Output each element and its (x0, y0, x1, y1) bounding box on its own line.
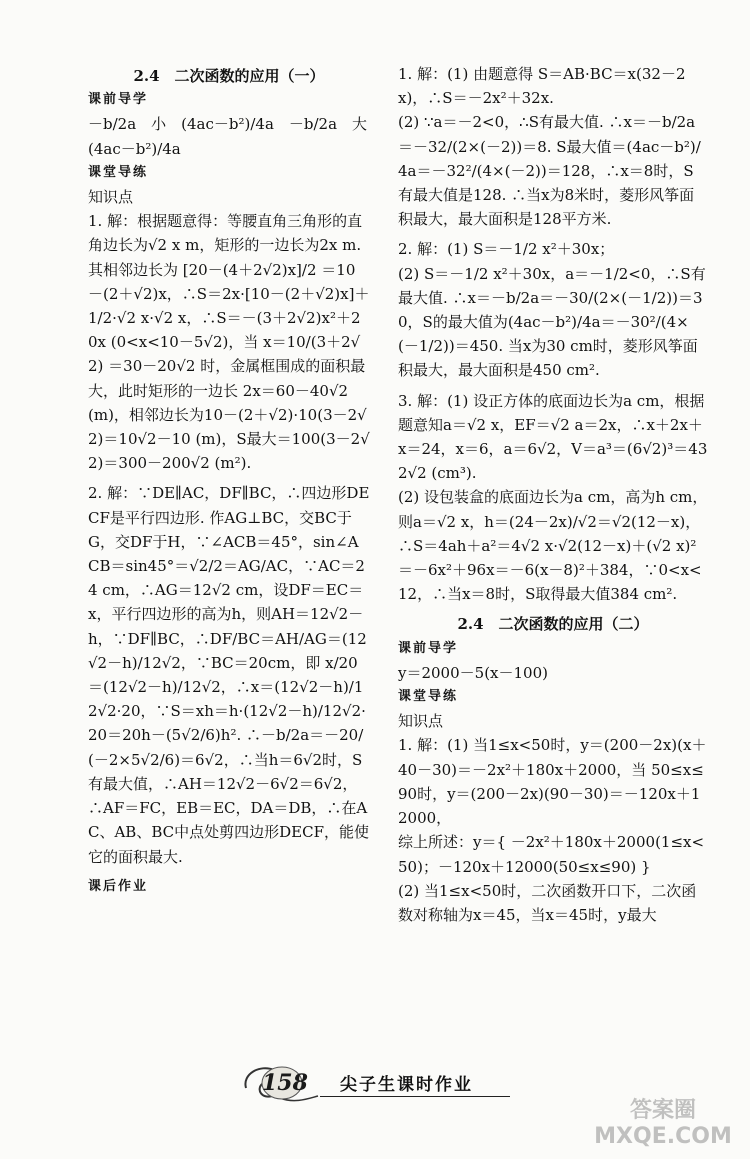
book-brand: 尖子生课时作业 (340, 1075, 473, 1095)
pre-study-answers: －b/2a 小 (4ac－b²)/4a －b/2a 大 (4ac－b²)/4a (88, 115, 383, 158)
solution-1-intro: 1. 解：根据题意得：等腰直角三角形的直角边长为√2 x m，矩形的一边长为2x m. (88, 212, 363, 255)
site-watermark (583, 1098, 743, 1154)
page-number: 158 (262, 1070, 308, 1096)
section-title-2-4-two: 2.4 二次函数的应用（二） (457, 615, 649, 634)
solution-b1-part2: (2) 当1≤x<50时，二次函数开口下，二次函数对称轴为x＝45，当x＝45时，y最大 (398, 881, 697, 924)
pre-study-formula: y＝2000－5(x－100) (398, 663, 548, 682)
heading-knowledge-2: 知识点 (398, 712, 444, 731)
section-title-2-4-one: 2.4 二次函数的应用（一） (133, 67, 325, 85)
solution-1-body: 其相邻边长为 [20－(4＋2√2)x]/2 ＝10－(2＋√2)x，∴S＝2x·[10－(2＋√2)x]＋1/2·√2 x·√2 x，∴S＝－(3＋2√2)x²＋20x (0<x<10－5√2)，当 x＝10/(3＋2√2) ＝30－20√2 时，金属框围成的面积最大，此时矩形的一边长 2x＝60－40√2 (m)，相邻边长为10－(2＋√2)·10(3－2√2)＝10√2－10 (m)，S最大＝100(3－2√2)＝300－200√2 (m²). (88, 260, 370, 473)
solution-r3-part1: 3. 解：(1) 设正方体的底面边长为a cm，根据题意知a＝√2 x，EF＝√2 a＝2x，∴x＋2x＋x＝24，x＝6，a＝6√2，V＝a³＝(6√2)³＝432√2 (cm³). (398, 391, 708, 483)
solution-r2-part2: (2) S＝－1/2 x²＋30x，a＝－1/2<0，∴S有最大值. ∴x＝－b/2a＝－30/(2×(－1/2))＝30，S的最大值为(4ac－b²)/4a＝－30²/(4×(－1/2))＝450. 当x为30 cm时，菱形风筝面积最大，最大面积是450 cm². (398, 264, 706, 380)
solution-r1-part2: (2) ∵a＝－2<0，∴S有最大值. ∴x＝－b/2a＝－32/(2×(－2))＝8. S最大值＝(4ac－b²)/4a＝－32²/(4×(－2))＝128，∴x＝8时，S有最大值是128. ∴当x为8米时，菱形风筝面积最大，最大面积是128平方米. (398, 113, 701, 229)
left-column (88, 62, 383, 899)
watermark-line-1: 答案圈 (629, 1098, 696, 1123)
solution-r3-part2: (2) 设包装盒的底面边长为a cm，高为h cm，则a＝√2 x，h＝(24－2x)/√2＝√2(12－x)，∴S＝4ah＋a²＝4√2 x·√2(12－x)＋(√2 x)²＝－6x²＋96x＝－6(x－8)²＋384，∵0<x<12，∴当x＝8时，S取得最大值384 cm². (398, 488, 708, 604)
solution-b1-part1: 1. 解：(1) 当1≤x<50时，y＝(200－2x)(x＋40－30)＝－2x²＋180x＋2000，当 50≤x≤90时，y＝(200－2x)(90－30)＝－120x＋12000， (398, 736, 707, 828)
heading-pre-study: 课前导学 (88, 92, 149, 108)
right-column (398, 62, 708, 927)
page-footer (240, 1058, 520, 1108)
solution-r1: 1. 解：(1) 由题意得 S＝AB·BC＝x(32－2x)，∴S＝－2x²＋32x. (398, 65, 686, 108)
heading-class-practice: 课堂导练 (88, 164, 149, 180)
heading-class-practice-2: 课堂导练 (398, 689, 459, 705)
footer-rule (320, 1096, 510, 1097)
piecewise-summary: 综上所述：y＝{ －2x²＋180x＋2000(1≤x<50)；－120x＋12000(50≤x≤90) } (398, 833, 705, 876)
solution-2: 2. 解：∵DE∥AC，DF∥BC，∴四边形DECF是平行四边形. 作AG⊥BC，交BC于G，交DF于H，∵∠ACB＝45°，sin∠ACB＝sin45°＝√2/2＝AG/AC，∵AC＝24 cm，∴AG＝12√2 cm，设DF＝EC＝x，平行四边形的高为h，则AH＝12√2－h，∵DF∥BC，∴DF/BC＝AH/AG＝(12√2－h)/12√2，∵BC＝20cm，即 x/20＝(12√2－h)/12√2，∴x＝(12√2－h)/12√2·20，∵S＝xh＝h·(12√2－h)/12√2·20＝20h－(5√2/6)h². ∴－b/2a＝－20/(－2×5√2/6)＝6√2，∴当h＝6√2时，S有最大值，∴AH＝12√2－6√2＝6√2，∴AF＝FC，EB＝EC，DA＝DB，∴在AC、AB、BC中点处剪四边形DECF，能使它的面积最大. (88, 484, 370, 866)
heading-knowledge: 知识点 (88, 188, 134, 207)
watermark-line-2: MXQE.COM (594, 1124, 732, 1149)
solution-r2-part1: 2. 解：(1) S＝－1/2 x²＋30x； (398, 240, 615, 259)
heading-pre-study-2: 课前导学 (398, 640, 459, 656)
heading-homework: 课后作业 (88, 878, 149, 894)
